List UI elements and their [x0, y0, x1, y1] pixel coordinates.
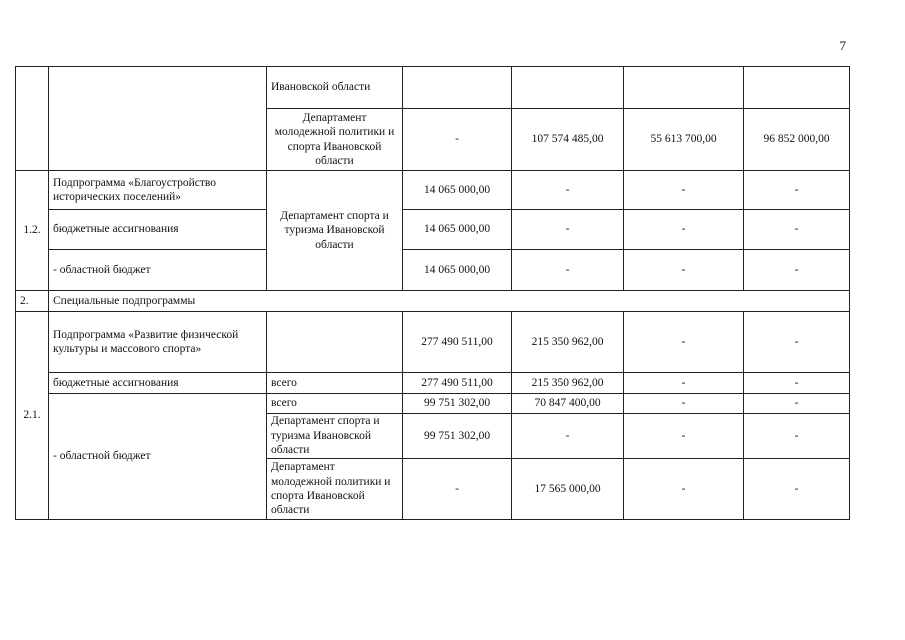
- cell-value: -: [512, 171, 624, 210]
- cell-value: -: [512, 414, 624, 459]
- cell-empty: [512, 67, 624, 109]
- cell-value: 70 847 400,00: [512, 394, 624, 414]
- cell-empty: [403, 67, 512, 109]
- cell-value: -: [744, 312, 850, 373]
- cell-value: 55 613 700,00: [624, 109, 744, 171]
- cell-value: 215 350 962,00: [512, 312, 624, 373]
- cell-value: -: [624, 210, 744, 250]
- cell-dept: Департамент спорта и туризма Ивановской области: [267, 414, 403, 459]
- cell-value: 277 490 511,00: [403, 312, 512, 373]
- cell-section-number: 2.1.: [16, 312, 49, 520]
- cell-value: -: [624, 414, 744, 459]
- cell-value: 107 574 485,00: [512, 109, 624, 171]
- cell-value: 99 751 302,00: [403, 414, 512, 459]
- cell-row-label: бюджетные ассигнования: [49, 373, 267, 394]
- cell-value: -: [624, 459, 744, 520]
- cell-value: -: [744, 414, 850, 459]
- table-row-continuation-1: [16, 67, 850, 109]
- cell-subprogram-name: Подпрограмма «Развитие физической культуры и массового спорта»: [49, 312, 267, 373]
- cell-value: -: [403, 109, 512, 171]
- cell-empty-name: [49, 67, 267, 171]
- cell-section-number: 1.2.: [16, 171, 49, 291]
- cell-value: 14 065 000,00: [403, 210, 512, 250]
- cell-value: 215 350 962,00: [512, 373, 624, 394]
- cell-empty: [624, 67, 744, 109]
- cell-dept: Департамент молодежной политики и спорта Ивановской области: [267, 459, 403, 520]
- budget-table: [15, 66, 850, 520]
- cell-empty: [267, 312, 403, 373]
- cell-section-number: 2.: [16, 291, 49, 312]
- page-number: 7: [839, 38, 846, 53]
- cell-value: -: [744, 250, 850, 291]
- table-row-2-1-regional-total: [16, 394, 850, 414]
- table-row-section-2: [16, 291, 850, 312]
- cell-row-label: - областной бюджет: [49, 394, 267, 520]
- cell-value: -: [624, 250, 744, 291]
- cell-value: 14 065 000,00: [403, 250, 512, 291]
- cell-value: -: [403, 459, 512, 520]
- cell-row-label: бюджетные ассигнования: [49, 210, 267, 250]
- cell-value: 99 751 302,00: [403, 394, 512, 414]
- cell-empty: [744, 67, 850, 109]
- cell-value: -: [744, 459, 850, 520]
- cell-value: -: [512, 210, 624, 250]
- table-row-1-2-budget: [16, 210, 850, 250]
- cell-value: 277 490 511,00: [403, 373, 512, 394]
- cell-value: -: [624, 312, 744, 373]
- table-row-1-2-name: [16, 171, 850, 210]
- cell-dept: всего: [267, 394, 403, 414]
- cell-value: -: [624, 394, 744, 414]
- cell-value: 96 852 000,00: [744, 109, 850, 171]
- table-row-2-1-budget: [16, 373, 850, 394]
- cell-section-title: Специальные подпрограммы: [49, 291, 850, 312]
- table-row-2-1-name: [16, 312, 850, 373]
- cell-value: -: [512, 250, 624, 291]
- cell-value: -: [624, 373, 744, 394]
- cell-value: 17 565 000,00: [512, 459, 624, 520]
- cell-dept-youth: Департамент молодежной политики и спорта Ивановской области: [267, 109, 403, 171]
- cell-dept-tail: Ивановской области: [267, 67, 403, 109]
- cell-value: -: [744, 394, 850, 414]
- cell-dept: всего: [267, 373, 403, 394]
- cell-value: -: [744, 210, 850, 250]
- cell-row-label: - областной бюджет: [49, 250, 267, 291]
- cell-dept-sport: Департамент спорта и туризма Ивановской области: [267, 171, 403, 291]
- cell-value: 14 065 000,00: [403, 171, 512, 210]
- cell-value: -: [744, 373, 850, 394]
- cell-value: -: [624, 171, 744, 210]
- cell-subprogram-name: Подпрограмма «Благоустройство исторических поселений»: [49, 171, 267, 210]
- table-row-1-2-regional: [16, 250, 850, 291]
- cell-value: -: [744, 171, 850, 210]
- cell-empty-num: [16, 67, 49, 171]
